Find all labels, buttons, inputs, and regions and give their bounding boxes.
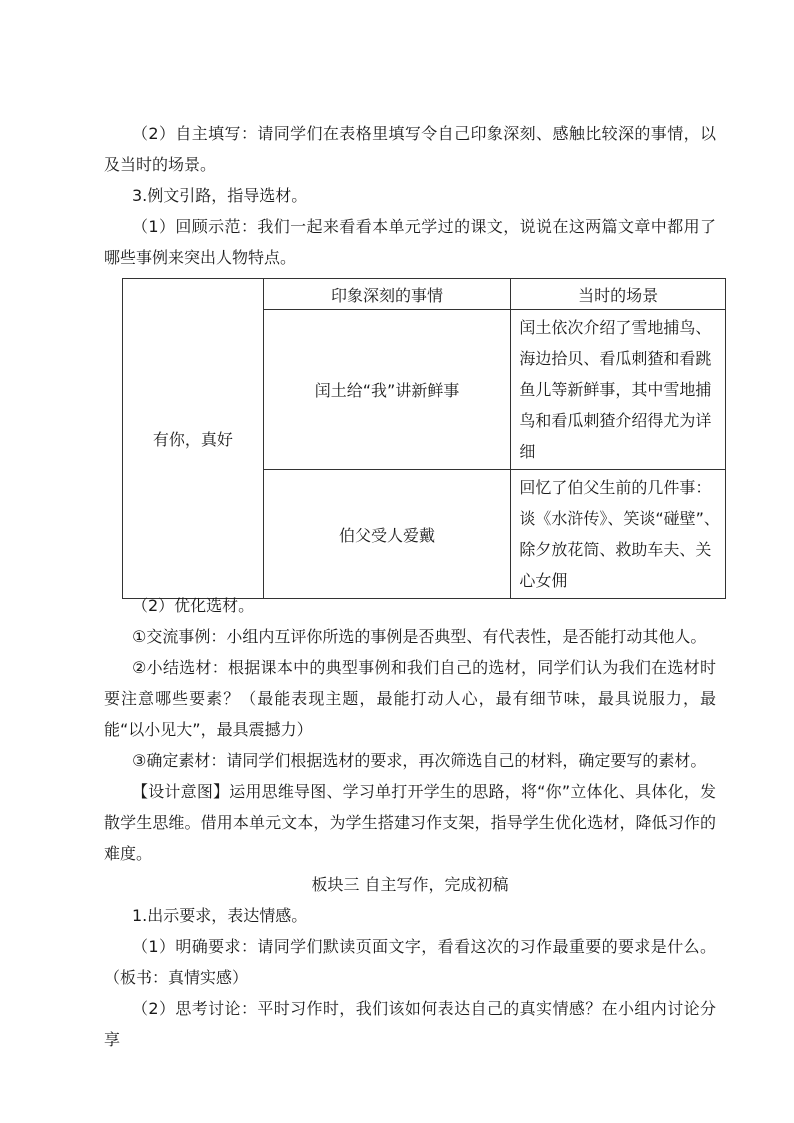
paragraph-clarify: （1）明确要求：请同学们默读页面文字，看看这次的习作最重要的要求是什么。（板书：真情实感） bbox=[104, 937, 716, 987]
paragraph-review: （1）回顾示范：我们一起来看看本单元学过的课文，说说在这两篇文章中都用了哪些事例来突出人物特点。 bbox=[104, 217, 716, 267]
paragraph-discuss: （2）思考讨论：平时习作时，我们该如何表达自己的真实情感？在小组内讨论分享 bbox=[104, 999, 716, 1049]
paragraph-requirement: 1.出示要求，表达情感。 bbox=[132, 906, 308, 925]
table-header-event: 印象深刻的事情 bbox=[263, 279, 511, 310]
paragraph-step-3: 3.例文引路，指导选材。 bbox=[132, 186, 308, 205]
table-cell-event: 闰土给“我”讲新鲜事 bbox=[263, 310, 511, 470]
paragraph-design-intent: 【设计意图】运用思维导图、学习单打开学生的思路，将“你”立体化、具体化，发散学生思维。借用本单元文本，为学生搭建习作支架，指导学生优化选材，降低习作的难度。 bbox=[104, 782, 716, 863]
event-scene-table bbox=[122, 278, 726, 599]
paragraph-exchange: ①交流事例：小组内互评你所选的事例是否典型、有代表性，是否能打动其他人。 bbox=[132, 627, 707, 646]
table-header-row bbox=[123, 279, 726, 310]
table-cell-scene: 回忆了伯父生前的几件事：谈《水浒传》、笑谈“碰壁”、除夕放花筒、救助车夫、关心女佣 bbox=[511, 470, 726, 599]
paragraph-self-fill: （2）自主填写：请同学们在表格里填写令自己印象深刻、感触比较深的事情，以及当时的场景。 bbox=[104, 124, 716, 174]
paragraph-summary: ②小结选材：根据课本中的典型事例和我们自己的选材，同学们认为我们在选材时要注意哪些要素？（最能表现主题，最能打动人心，最有细节味，最具说服力，最能“以小见大”，最具震撼力） bbox=[104, 658, 716, 739]
paragraph-confirm: ③确定素材：请同学们根据选材的要求，再次筛选自己的材料，确定要写的素材。 bbox=[132, 751, 707, 770]
table-cell-scene: 闰土依次介绍了雪地捕鸟、海边拾贝、看瓜刺猹和看跳鱼儿等新鲜事，其中雪地捕鸟和看瓜刺猹介绍得尤为详细 bbox=[511, 310, 726, 470]
section-title: 板块三 自主写作，完成初稿 bbox=[311, 875, 509, 894]
table-cell-event: 伯父受人爱戴 bbox=[263, 470, 511, 599]
table-title-cell: 有你，真好 bbox=[123, 279, 264, 599]
table-header-scene: 当时的场景 bbox=[511, 279, 726, 310]
paragraph-optimize: （2）优化选材。 bbox=[132, 596, 255, 615]
